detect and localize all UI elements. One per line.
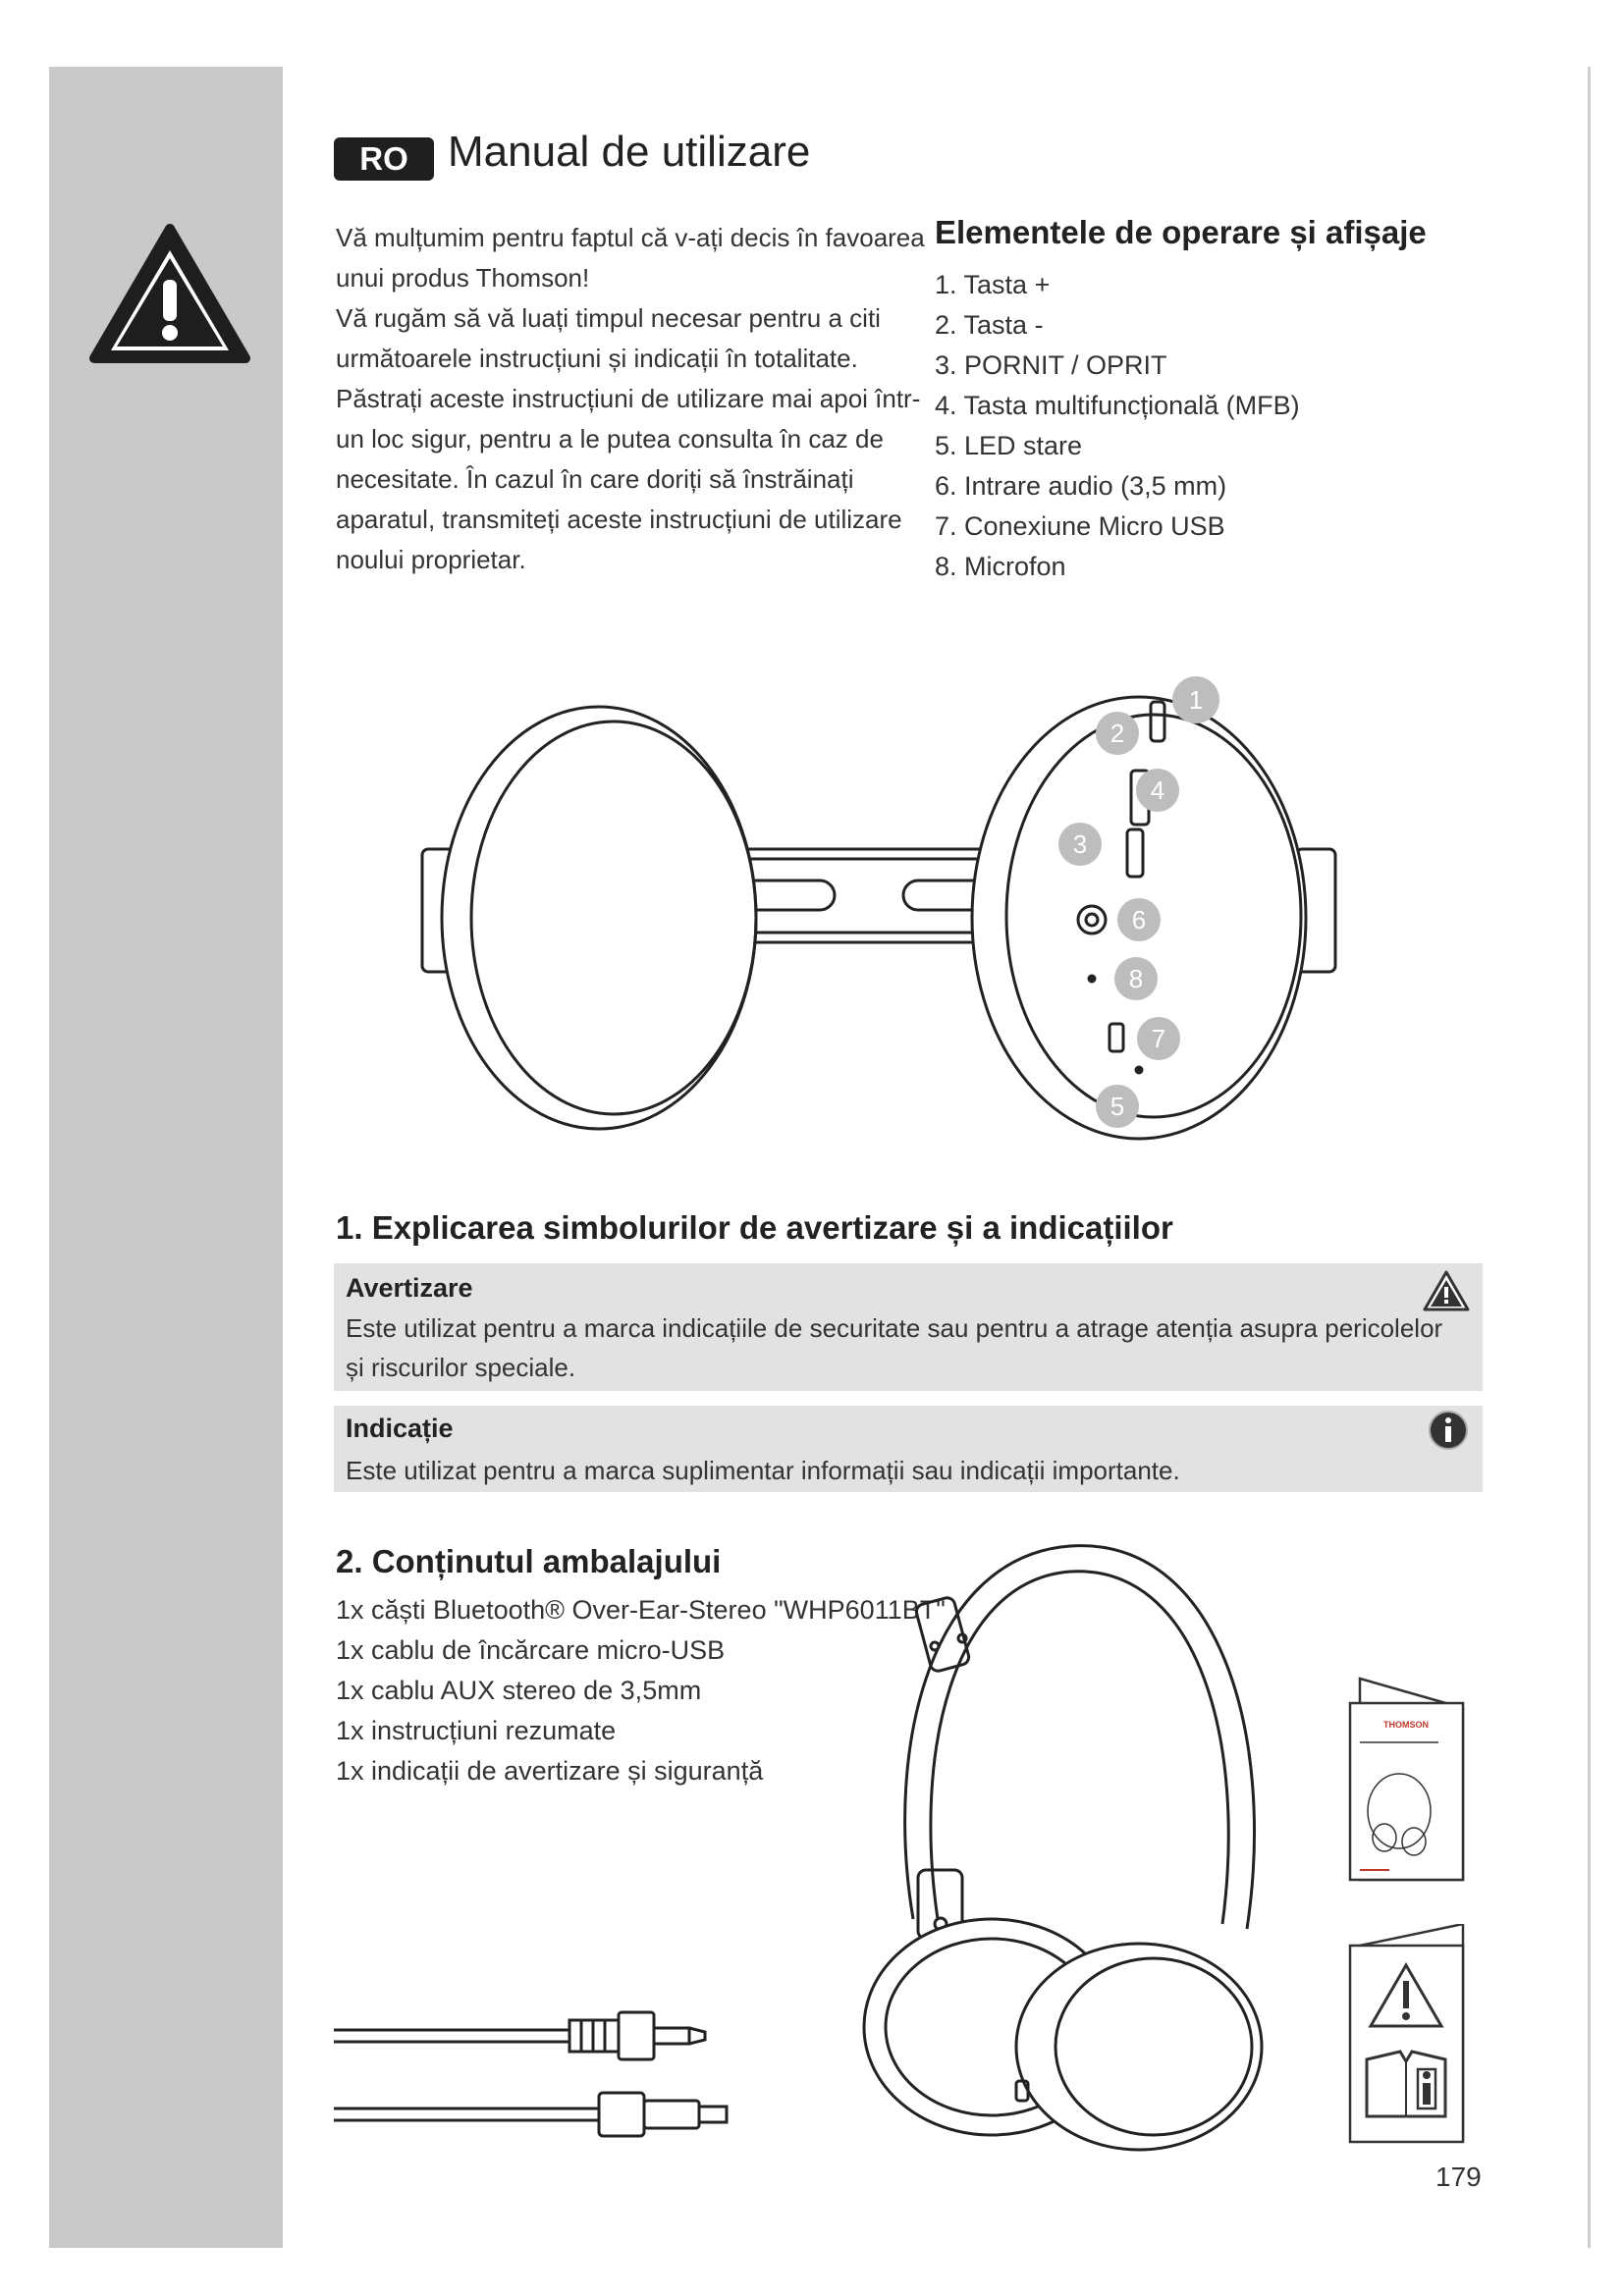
warning-text: Este utilizat pentru a marca indicațiile de securitate sau pentru a atrage atenția asupra pericolelor și riscurilor speciale. [346, 1313, 1443, 1382]
callout-6 [1117, 898, 1161, 941]
list-item: 8. Microfon [935, 552, 1066, 581]
list-item: 4. Tasta multifuncțională (MFB) [935, 391, 1300, 420]
language-badge: RO [334, 137, 434, 181]
booklet-brand: THOMSON [1383, 1720, 1429, 1730]
list-item: 7. Conexiune Micro USB [935, 511, 1225, 541]
warning-icon [1422, 1269, 1471, 1312]
warning-heading: Avertizare [346, 1273, 473, 1303]
note-box [334, 1406, 1483, 1492]
callout-2 [1096, 712, 1139, 755]
callout-5 [1096, 1085, 1139, 1128]
list-item: 5. LED stare [935, 431, 1083, 460]
callout-7 [1137, 1017, 1180, 1060]
svg-text:4: 4 [1150, 775, 1165, 805]
list-item: 1x căști Bluetooth® Over-Ear-Stereo "WHP6011BT" [336, 1595, 946, 1625]
list-item: 3. PORNIT / OPRIT [935, 350, 1167, 380]
svg-text:3: 3 [1072, 829, 1088, 859]
note-text: Este utilizat pentru a marca suplimentar informații sau indicații importante. [346, 1456, 1180, 1485]
right-margin-line [1588, 67, 1591, 2248]
svg-text:1: 1 [1188, 685, 1204, 715]
page-number: 179 [1435, 2162, 1482, 2192]
safety-booklet [1345, 1924, 1483, 2150]
callout-1 [1172, 676, 1219, 723]
list-item: 1. Tasta + [935, 270, 1051, 299]
intro-paragraph: Vă mulțumim pentru faptul că v-ați decis în favoarea unui produs Thomson! [336, 223, 925, 293]
svg-text:6: 6 [1131, 905, 1147, 934]
callout-8 [1114, 957, 1158, 1000]
list-item: 1x instrucțiuni rezumate [336, 1716, 617, 1745]
controls-list [935, 265, 1300, 587]
headset-illustration [844, 1536, 1276, 2164]
cables-illustration [334, 2002, 776, 2169]
svg-text:2: 2 [1110, 719, 1125, 748]
list-item: 1x cablu AUX stereo de 3,5mm [336, 1676, 702, 1705]
intro-paragraph: Vă rugăm să vă luați timpul necesar pentru a citi următoarele instrucțiuni și indicații în totalitate. Păstrați aceste instrucțiuni de utilizare mai apoi într-un loc sigur, pentru a le putea consulta în caz de necesitate. În cazul în care doriți să înstrăinați aparatul, transmiteți aceste instrucțiuni de utilizare noului proprietar. [336, 303, 921, 574]
section-1-heading: 1. Explicarea simbolurilor de avertizare și a indicațiilor [336, 1209, 1173, 1246]
svg-text:5: 5 [1110, 1092, 1125, 1121]
note-heading: Indicație [346, 1414, 454, 1443]
callout-4 [1136, 769, 1179, 812]
list-item: 2. Tasta - [935, 310, 1044, 340]
info-icon [1428, 1410, 1469, 1451]
quick-guide-booklet [1345, 1669, 1483, 1890]
warning-box [334, 1263, 1483, 1391]
headphones-controls-diagram [393, 663, 1365, 1153]
sidebar-band [49, 67, 283, 2248]
warning-triangle-icon [86, 221, 253, 368]
svg-text:8: 8 [1128, 964, 1144, 993]
list-item: 1x indicații de avertizare și siguranță [336, 1756, 764, 1786]
svg-text:7: 7 [1151, 1024, 1166, 1053]
callout-3 [1058, 823, 1102, 866]
controls-heading: Elementele de operare și afișaje [935, 214, 1427, 250]
section-2-heading: 2. Conținutul ambalajului [336, 1543, 722, 1579]
list-item: 6. Intrare audio (3,5 mm) [935, 471, 1227, 501]
page-title: Manual de utilizare [448, 128, 811, 176]
list-item: 1x cablu de încărcare micro-USB [336, 1635, 726, 1665]
intro-text [336, 218, 925, 580]
